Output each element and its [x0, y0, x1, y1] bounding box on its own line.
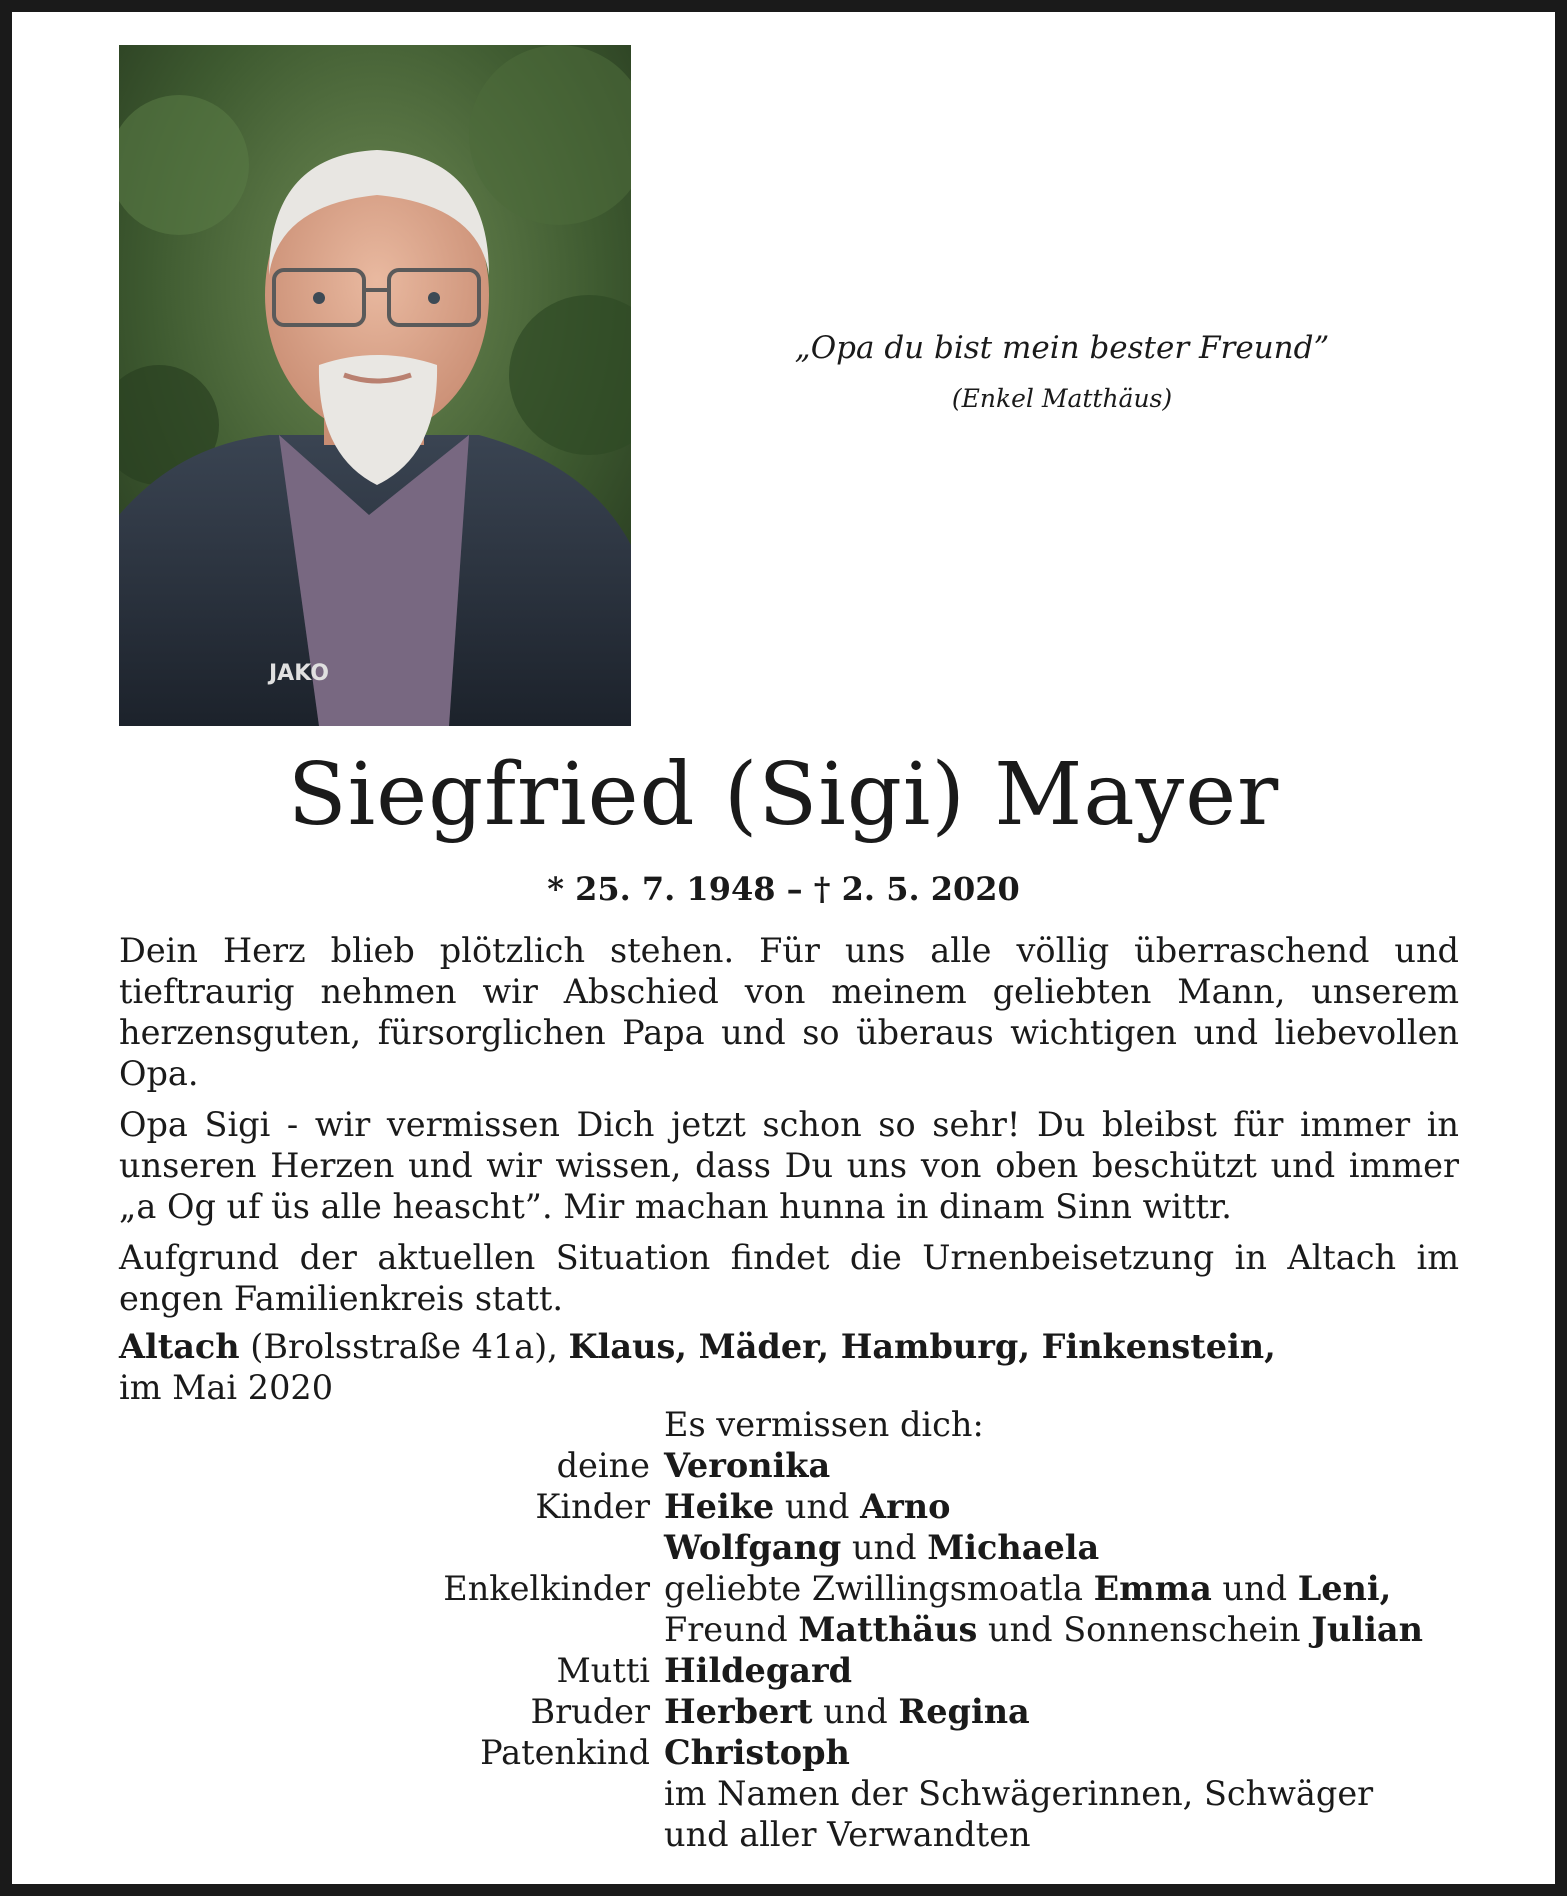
mourner-text: und Sonnenschein: [977, 1610, 1312, 1649]
mourner-names: [664, 1650, 852, 1691]
mourner-name: Veronika: [664, 1446, 831, 1485]
mourner-row: [12, 1650, 1555, 1691]
mourner-row: [12, 1609, 1555, 1650]
mourner-row: [12, 1568, 1555, 1609]
deceased-name: Siegfried (Sigi) Mayer: [287, 745, 1280, 845]
mourner-relation: Bruder: [530, 1692, 650, 1731]
place-town: Altach: [119, 1327, 240, 1366]
mourner-text: im Namen der Schwägerinnen, Schwäger: [664, 1774, 1374, 1813]
mourner-row: [12, 1814, 1555, 1855]
mourner-text: und: [1211, 1569, 1298, 1608]
mourner-name: Matthäus: [798, 1610, 978, 1649]
jacket-logo: JAKO: [269, 661, 329, 686]
mourner-text: und: [841, 1528, 928, 1567]
mourner-name: Heike: [664, 1487, 775, 1526]
mourner-name: Wolfgang: [664, 1528, 842, 1567]
mourner-names: [664, 1773, 1373, 1814]
mourner-text: und: [774, 1487, 861, 1526]
mourner-row: [12, 1486, 1555, 1527]
quote: „Opa du bist mein bester Freund”: [794, 330, 1330, 366]
mourners-heading: Es vermissen dich:: [664, 1405, 984, 1444]
mourner-name: Herbert: [664, 1692, 813, 1731]
mourner-name: Leni,: [1297, 1569, 1392, 1608]
mourner-names: [664, 1691, 1030, 1732]
place-date: im Mai 2020: [119, 1368, 334, 1407]
mourner-name: Arno: [860, 1487, 951, 1526]
mourner-relation: Enkelkinder: [443, 1569, 650, 1608]
mourner-relation: Patenkind: [480, 1733, 650, 1772]
place-others: Klaus, Mäder, Hamburg, Finkenstein,: [568, 1327, 1276, 1366]
quote-source: (Enkel Matthäus): [951, 384, 1173, 413]
mourner-names: [664, 1732, 850, 1773]
obituary-text: [119, 930, 1459, 1329]
mourner-row: [12, 1527, 1555, 1568]
portrait-illustration: [119, 45, 631, 726]
place-address: (Brolsstraße 41a),: [239, 1327, 569, 1366]
mourner-names: [664, 1568, 1391, 1609]
mourner-name: Christoph: [664, 1733, 850, 1772]
mourner-name: Hildegard: [664, 1651, 853, 1690]
mourner-text: und aller Verwandten: [664, 1815, 1031, 1854]
place-line: [119, 1326, 1419, 1408]
mourner-text: geliebte Zwillingsmoatla: [664, 1569, 1094, 1608]
paragraph: Dein Herz blieb plötzlich stehen. Für uns alle völlig überraschend und tieftraurig nehmen wir Abschied von meinem geliebten Mann, unserem herzensguten, fürsorglichen Papa und so überaus wichtigen und liebevollen Opa.: [119, 931, 1459, 1093]
mourner-relation: Kinder: [535, 1487, 650, 1526]
mourner-names: [664, 1814, 1031, 1855]
mourner-row: [12, 1445, 1555, 1486]
mourner-names: [664, 1486, 950, 1527]
paragraph: Aufgrund der aktuellen Situation findet die Urnenbeisetzung in Altach im engen Familienkreis statt.: [119, 1238, 1459, 1318]
mourner-row: [12, 1691, 1555, 1732]
mourner-names: [664, 1609, 1423, 1650]
obituary-page: [12, 12, 1555, 1884]
mourner-row: [12, 1732, 1555, 1773]
mourner-name: Julian: [1311, 1610, 1423, 1649]
mourner-text: Freund: [664, 1610, 799, 1649]
paragraph: Opa Sigi - wir vermissen Dich jetzt schon so sehr! Du bleibst für immer in unseren Herzen und wir wissen, dass Du uns von oben beschützt und immer „a Og uf üs alle heascht”. Mir machan hunna in dinam Sinn wittr.: [119, 1105, 1459, 1226]
mourner-name: Regina: [898, 1692, 1030, 1731]
mourner-relation: deine: [556, 1446, 650, 1485]
mourner-names: [664, 1445, 830, 1486]
mourner-name: Emma: [1093, 1569, 1212, 1608]
mourner-row: [12, 1773, 1555, 1814]
mourner-name: Michaela: [927, 1528, 1100, 1567]
mourner-names: [664, 1527, 1099, 1568]
mourner-relation: Mutti: [556, 1651, 650, 1690]
portrait-photo: [119, 45, 631, 726]
life-dates: * 25. 7. 1948 – † 2. 5. 2020: [547, 870, 1020, 908]
mourner-text: und: [812, 1692, 899, 1731]
